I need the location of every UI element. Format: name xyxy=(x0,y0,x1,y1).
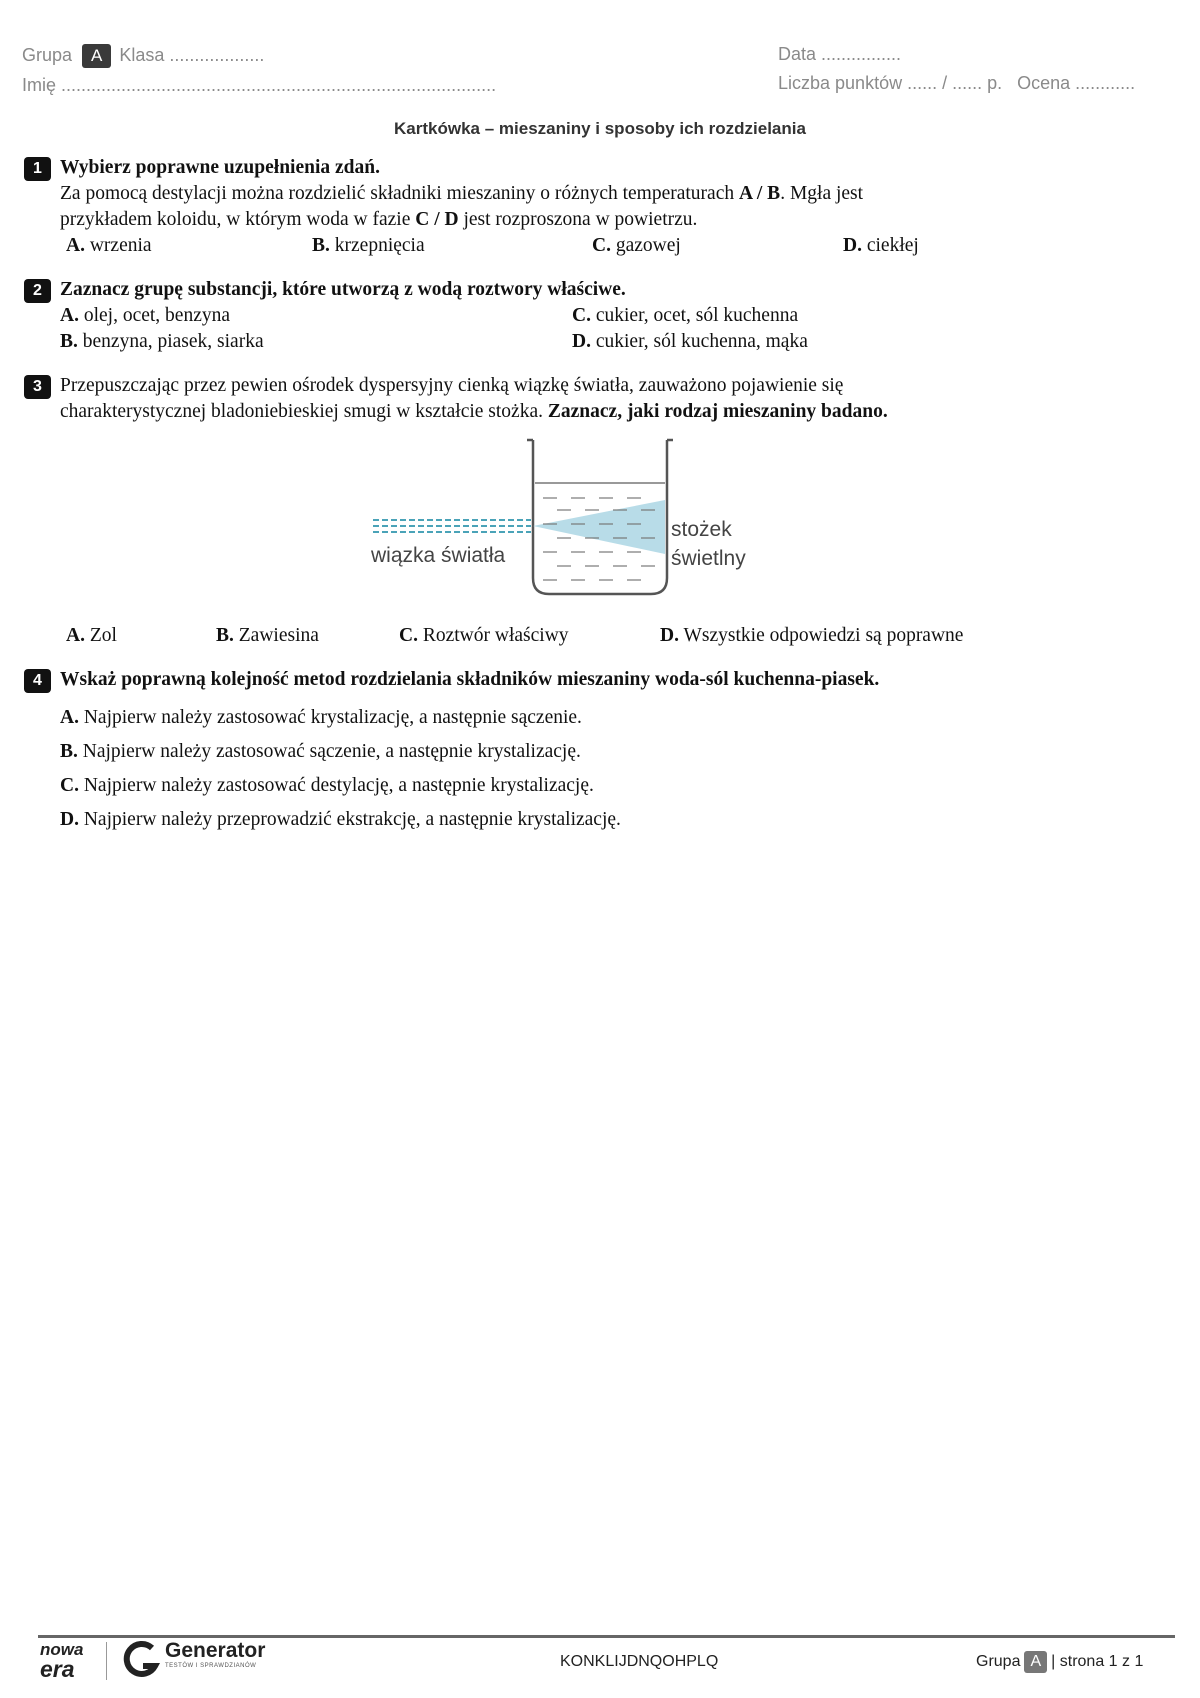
grade-field: Ocena ............ xyxy=(1017,73,1136,93)
answer-option-b[interactable]: B. benzyna, piasek, siarka xyxy=(60,331,264,352)
name-field: Imię ....................................................................................... xyxy=(22,75,497,95)
tyndall-figure xyxy=(365,438,785,605)
answer-option-c[interactable]: C. Najpierw należy zastosować destylację, a następnie krystalizację. xyxy=(60,775,594,796)
page-number: | strona 1 z 1 xyxy=(1051,1653,1144,1670)
answer-options-row xyxy=(60,303,1064,329)
group-badge: A xyxy=(82,44,111,68)
nowa-era-logo: nowa era xyxy=(40,1640,84,1682)
answer-option-c[interactable]: C. Roztwór właściwy xyxy=(399,625,569,646)
question-4 xyxy=(24,667,1064,837)
beam-label: wiązka światła xyxy=(371,544,506,567)
beaker-illustration xyxy=(365,438,785,600)
question-prompt: Zaznacz grupę substancji, które utworzą z wodą roztwory właściwe. xyxy=(60,279,626,300)
footer-group-badge: A xyxy=(1024,1651,1047,1673)
question-text-line: przykładem koloidu, w którym woda w fazie C / D jest rozproszona w powietrzu. xyxy=(60,209,698,230)
header-group-class xyxy=(22,44,264,68)
question-1 xyxy=(24,155,1064,259)
footer-group-label: Grupa xyxy=(976,1653,1021,1670)
question-number: 3 xyxy=(24,375,51,399)
answer-option-b[interactable]: B. Najpierw należy zastosować sączenie, a następnie krystalizację. xyxy=(60,741,581,762)
question-2 xyxy=(24,277,1064,355)
question-3 xyxy=(24,373,1064,425)
answer-options-row xyxy=(60,329,1064,355)
logo-separator xyxy=(106,1642,107,1680)
group-label: Grupa xyxy=(22,45,73,65)
answer-option-d[interactable]: D. ciekłej xyxy=(843,235,919,256)
answer-options xyxy=(60,233,1064,259)
answer-option-d[interactable]: D. cukier, sól kuchenna, mąka xyxy=(572,331,808,352)
question-prompt: Wskaż poprawną kolejność metod rozdzielania składników mieszaniny woda-sól kuchenna-piasek. xyxy=(60,669,880,690)
answer-option-d[interactable]: D. Wszystkie odpowiedzi są poprawne xyxy=(660,625,964,646)
question-text-line: Za pomocą destylacji można rozdzielić składniki mieszaniny o różnych temperaturach A / B. Mgła jest xyxy=(60,183,864,204)
question-text-line: Przepuszczając przez pewien ośrodek dyspersyjny cienką wiązkę światła, zauważono pojawienie się xyxy=(60,375,844,396)
class-field: Klasa ................... xyxy=(119,45,265,65)
page-title: Kartkówka – mieszaniny i sposoby ich rozdzielania xyxy=(394,119,806,138)
date-field: Data ................ xyxy=(778,44,902,64)
question-text-line: charakterystycznej bladoniebieskiej smugi w kształcie stożka. Zaznacz, jaki rodzaj mieszaniny badano. xyxy=(60,401,888,422)
footer-divider xyxy=(38,1635,1175,1638)
answer-option-c[interactable]: C. gazowej xyxy=(592,235,681,256)
generator-g-icon xyxy=(122,1638,162,1682)
answer-option-a[interactable]: A. Zol xyxy=(66,625,117,646)
cone-label-2: świetlny xyxy=(671,547,746,570)
answer-option-d[interactable]: D. Najpierw należy przeprowadzić ekstrakcję, a następnie krystalizację. xyxy=(60,809,621,830)
points-field: Liczba punktów ...... / ...... p. xyxy=(778,73,1003,93)
answer-option-b[interactable]: B. Zawiesina xyxy=(216,625,319,646)
cone-label-1: stożek xyxy=(671,518,732,541)
points-grade xyxy=(778,73,1135,94)
answer-option-a[interactable]: A. wrzenia xyxy=(66,235,152,256)
question-number: 4 xyxy=(24,669,51,693)
answer-option-a[interactable]: A. olej, ocet, benzyna xyxy=(60,305,231,326)
footer-page-info xyxy=(976,1651,1143,1673)
answer-option-b[interactable]: B. krzepnięcia xyxy=(312,235,425,256)
generator-logo xyxy=(122,1638,162,1687)
question-prompt: Wybierz poprawne uzupełnienia zdań. xyxy=(60,157,380,178)
answer-option-c[interactable]: C. cukier, ocet, sól kuchenna xyxy=(572,305,799,326)
light-cone xyxy=(533,500,665,554)
light-beam xyxy=(373,520,531,532)
answer-option-a[interactable]: A. Najpierw należy zastosować krystalizację, a następnie sączenie. xyxy=(60,707,582,728)
generator-text: Generator TESTÓW I SPRAWDZIANÓW xyxy=(165,1639,266,1669)
question-3-options xyxy=(24,623,1064,649)
question-number: 2 xyxy=(24,279,51,303)
answer-options xyxy=(60,623,1064,649)
question-number: 1 xyxy=(24,157,51,181)
document-code: KONKLIJDNQOHPLQ xyxy=(560,1653,719,1670)
